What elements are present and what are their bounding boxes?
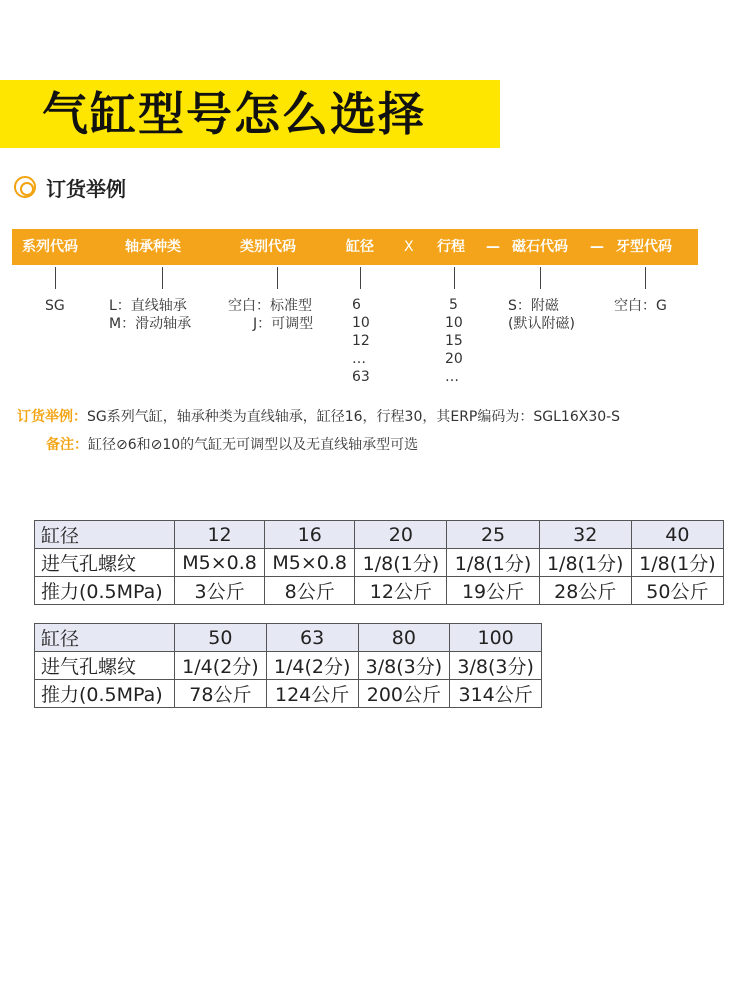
bore-option: 12 [352,333,370,349]
code-dash-separator: — [486,239,500,255]
code-series-label: 系列代码 [22,239,78,255]
remark-label: 备注： [46,437,88,453]
table-cell: 1/8(1分) [539,549,631,577]
table-cell: 8公斤 [265,577,355,605]
thread-option: 空白：G [614,298,667,314]
stroke-option: 10 [445,315,463,331]
table-cell: 25 [447,521,539,549]
stroke-option: 20 [445,351,463,367]
table-cell: 1/4(2分) [175,652,267,680]
table-row [35,680,542,708]
code-category-label: 类别代码 [240,239,296,255]
remark-note [46,434,418,454]
table-row [35,521,724,549]
table-cell: 50 [175,624,267,652]
table-cell: 3/8(3分) [450,652,542,680]
tick-line [645,267,646,289]
order-example-text: SG系列气缸，轴承种类为直线轴承，缸径16，行程30，其ERP编码为：SGL16X30-S [87,409,621,425]
page-title: 气缸型号怎么选择 [42,87,426,141]
table-cell: 3/8(3分) [358,652,450,680]
code-dash-separator: — [590,239,604,255]
order-example-label: 订货举例： [17,409,87,425]
table-cell: 缸径 [35,624,175,652]
remark-text: 缸径⊘6和⊘10的气缸无可调型以及无直线轴承型可选 [88,437,419,453]
series-option: SG [45,298,65,314]
section-header [14,172,126,202]
table-cell: 50公斤 [631,577,723,605]
code-bore-label: 缸径 [346,239,374,255]
magnet-option: S：附磁 [508,298,559,314]
bearing-option: M：滑动轴承 [109,316,192,332]
bore-option: 63 [352,369,370,385]
table-cell: M5×0.8 [175,549,265,577]
table-cell: 40 [631,521,723,549]
table-cell: 314公斤 [450,680,542,708]
table-cell: 缸径 [35,521,175,549]
section-title: 订货举例 [46,176,126,201]
table-cell: 32 [539,521,631,549]
target-icon [14,176,36,198]
tick-line [55,267,56,289]
category-option: 空白：标准型 [228,298,312,314]
table-row [35,652,542,680]
table-cell: 200公斤 [358,680,450,708]
code-stroke-label: 行程 [437,239,465,255]
table-cell: 20 [355,521,447,549]
table-cell: 100 [450,624,542,652]
spec-table-1 [34,520,724,605]
code-x-separator: X [404,239,414,255]
order-example-note [17,406,620,426]
table-cell: 进气孔螺纹 [35,652,175,680]
stroke-option: 15 [445,333,463,349]
table-cell: 16 [265,521,355,549]
magnet-default-note: (默认附磁) [508,316,575,332]
table-cell: M5×0.8 [265,549,355,577]
order-code-bar [12,229,698,265]
bore-option: 6 [352,297,361,313]
table-cell: 80 [358,624,450,652]
tick-line [277,267,278,289]
code-magnet-label: 磁石代码 [512,239,568,255]
table-cell: 1/8(1分) [447,549,539,577]
table-cell: 12公斤 [355,577,447,605]
table-cell: 推力(0.5MPa) [35,577,175,605]
table-row [35,624,542,652]
code-thread-label: 牙型代码 [616,239,672,255]
table-cell: 1/8(1分) [355,549,447,577]
bearing-option: L：直线轴承 [109,298,187,314]
table-cell: 3公斤 [175,577,265,605]
tick-line [360,267,361,289]
table-cell: 28公斤 [539,577,631,605]
table-row [35,549,724,577]
code-bearing-label: 轴承种类 [125,239,181,255]
tick-line [454,267,455,289]
spec-table-2 [34,623,542,708]
table-cell: 1/8(1分) [631,549,723,577]
table-cell: 63 [266,624,358,652]
title-banner [0,80,500,148]
table-row [35,577,724,605]
table-cell: 12 [175,521,265,549]
category-option: J：可调型 [253,316,314,332]
stroke-option: … [445,369,459,385]
table-cell: 19公斤 [447,577,539,605]
table-cell: 124公斤 [266,680,358,708]
tick-line [162,267,163,289]
table-cell: 进气孔螺纹 [35,549,175,577]
table-cell: 78公斤 [175,680,267,708]
table-cell: 1/4(2分) [266,652,358,680]
tick-line [540,267,541,289]
stroke-option: 5 [449,297,458,313]
bore-option: 10 [352,315,370,331]
table-cell: 推力(0.5MPa) [35,680,175,708]
bore-option: … [352,351,366,367]
